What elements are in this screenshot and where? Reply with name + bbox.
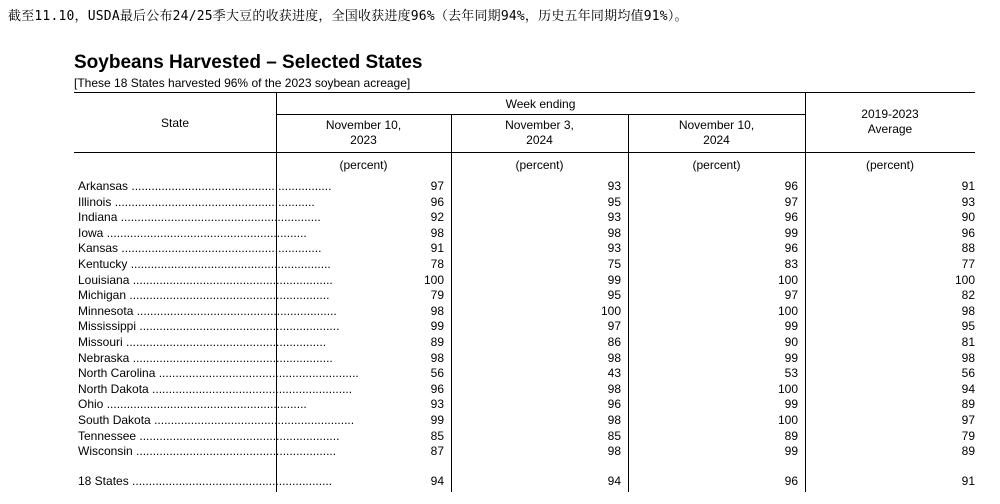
table-row [0, 273, 1000, 289]
table-row [0, 210, 1000, 226]
state-name: Arkansas [78, 179, 129, 193]
value-cell: 98 [607, 350, 621, 365]
value-cell: 43 [607, 366, 621, 381]
value-cell: 98 [607, 225, 621, 240]
value-cell: 88 [961, 241, 975, 256]
value-cell: 98 [430, 350, 444, 365]
value-cell: 100 [600, 303, 621, 318]
table-row [0, 366, 1000, 382]
value-cell: 96 [430, 194, 444, 209]
value-cell: 93 [961, 194, 975, 209]
state-cell [78, 428, 340, 445]
leader-dots: ............................................................ [126, 335, 327, 349]
state-name: Iowa [78, 225, 104, 240]
value-cell: 89 [430, 335, 444, 349]
value-cell: 95 [607, 194, 621, 209]
value-cell: 53 [784, 366, 798, 381]
table-row [0, 226, 1000, 242]
state-name: Tennessee [78, 428, 137, 443]
state-name: Minnesota [78, 303, 134, 318]
week-ending-rule [276, 114, 806, 115]
value-cell: 96 [784, 474, 798, 488]
top-rule [74, 92, 975, 93]
value-cell: 56 [961, 366, 975, 381]
column-header-nov10-2024: November 10, 2024 [678, 118, 755, 147]
table-row [0, 179, 1000, 195]
state-cell [78, 444, 337, 460]
value-cell: 90 [961, 210, 975, 225]
value-cell: 98 [607, 381, 621, 396]
value-cell: 97 [784, 194, 798, 209]
state-name: Michigan [78, 288, 127, 303]
value-cell: 90 [784, 335, 798, 349]
unit-label: (percent) [865, 158, 915, 172]
value-cell: 100 [423, 272, 444, 287]
column-header-nov10-2023: November 10, 2023 [325, 118, 402, 147]
value-cell: 89 [961, 397, 975, 412]
leader-dots: ............................................................ [132, 474, 333, 488]
table-subtitle: [These 18 States harvested 96% of the 2023 soybean acreage] [74, 76, 411, 90]
state-name: Nebraska [78, 350, 130, 365]
state-cell [78, 194, 315, 211]
value-cell: 94 [961, 381, 975, 396]
state-cell [78, 303, 337, 320]
value-cell: 91 [430, 241, 444, 256]
state-cell [78, 272, 333, 289]
leader-dots: ............................................................ [132, 350, 333, 365]
leader-dots: ............................................................ [152, 381, 353, 396]
leader-dots: ............................................................ [106, 225, 307, 240]
state-cell [78, 366, 359, 382]
value-cell: 93 [607, 241, 621, 256]
value-cell: 99 [784, 444, 798, 459]
state-cell [78, 381, 353, 398]
state-name: South Dakota [78, 413, 151, 427]
leader-dots: ............................................................ [120, 210, 321, 225]
state-cell [78, 413, 355, 429]
value-cell: 56 [430, 366, 444, 381]
value-cell: 81 [961, 335, 975, 349]
table-row [0, 397, 1000, 413]
table-row [0, 413, 1000, 429]
state-name: Kentucky [78, 257, 128, 271]
leader-dots: ............................................................ [139, 319, 340, 334]
value-cell: 96 [784, 179, 798, 193]
value-cell: 93 [430, 397, 444, 412]
value-cell: 75 [607, 257, 621, 271]
value-cell: 93 [607, 179, 621, 193]
value-cell: 100 [777, 381, 798, 396]
value-cell: 93 [607, 210, 621, 225]
leader-dots: ............................................................ [129, 288, 330, 303]
state-cell [78, 241, 322, 257]
state-name: Louisiana [78, 272, 130, 287]
state-name: Wisconsin [78, 444, 133, 459]
value-cell: 79 [961, 428, 975, 443]
value-cell: 97 [784, 288, 798, 303]
table-row [0, 351, 1000, 367]
table-row [0, 257, 1000, 273]
value-cell: 94 [607, 474, 621, 488]
value-cell: 99 [430, 319, 444, 334]
state-name: Indiana [78, 210, 118, 225]
state-name: Ohio [78, 397, 104, 412]
value-cell: 97 [430, 179, 444, 193]
value-cell: 79 [430, 288, 444, 303]
caption-text: 截至11.10，USDA最后公布24/25季大豆的收获进度，全国收获进度96%（去年同期94%，历史五年同期均值91%）。 [8, 9, 688, 24]
leader-dots: ............................................................ [158, 366, 359, 381]
table-row [0, 241, 1000, 257]
table-row [0, 335, 1000, 351]
table-row [0, 195, 1000, 211]
week-ending-header: Week ending [505, 97, 576, 111]
leader-dots: ............................................................ [130, 257, 331, 271]
value-cell: 85 [430, 428, 444, 443]
leader-dots: ............................................................ [114, 194, 315, 209]
value-cell: 96 [784, 210, 798, 225]
value-cell: 97 [607, 319, 621, 334]
value-cell: 87 [430, 444, 444, 459]
leader-dots: ............................................................ [136, 444, 337, 459]
state-cell [78, 210, 321, 226]
value-cell: 85 [607, 428, 621, 443]
leader-dots: ............................................................ [131, 179, 332, 193]
state-cell [78, 474, 333, 490]
value-cell: 99 [430, 413, 444, 427]
leader-dots: ............................................................ [139, 428, 340, 443]
state-cell [78, 319, 340, 335]
value-cell: 99 [784, 397, 798, 412]
state-column-header: State [160, 116, 190, 130]
state-name: Missouri [78, 335, 123, 349]
state-name: Kansas [78, 241, 119, 256]
value-cell: 94 [430, 474, 444, 488]
value-cell: 99 [784, 350, 798, 365]
state-name: North Dakota [78, 381, 149, 396]
state-cell [78, 350, 333, 367]
state-name: North Carolina [78, 366, 156, 381]
value-cell: 78 [430, 257, 444, 271]
header-bottom-rule [74, 152, 975, 153]
table-row [0, 429, 1000, 445]
value-cell: 92 [430, 210, 444, 225]
value-cell: 100 [777, 272, 798, 287]
state-name: Illinois [78, 194, 112, 209]
leader-dots: ............................................................ [106, 397, 307, 412]
table-row [0, 444, 1000, 460]
state-cell [78, 397, 307, 413]
value-cell: 86 [607, 335, 621, 349]
value-cell: 89 [961, 444, 975, 459]
value-cell: 98 [430, 303, 444, 318]
table-row [0, 288, 1000, 304]
value-cell: 100 [777, 413, 798, 427]
state-cell [78, 288, 330, 304]
unit-label: (percent) [515, 158, 564, 172]
table-row [0, 382, 1000, 398]
value-cell: 100 [777, 303, 798, 318]
value-cell: 83 [784, 257, 798, 271]
value-cell: 98 [961, 350, 975, 365]
state-cell [78, 257, 331, 273]
state-name: Mississippi [78, 319, 137, 334]
value-cell: 96 [961, 225, 975, 240]
state-cell [78, 335, 327, 351]
value-cell: 91 [961, 474, 975, 488]
value-cell: 96 [607, 397, 621, 412]
total-row [0, 474, 1000, 490]
value-cell: 100 [954, 272, 975, 287]
value-cell: 96 [784, 241, 798, 256]
state-cell [78, 225, 307, 242]
value-cell: 97 [961, 413, 975, 427]
table-title: Soybeans Harvested – Selected States [74, 52, 423, 73]
value-cell: 89 [784, 428, 798, 443]
value-cell: 98 [430, 225, 444, 240]
unit-label: (percent) [692, 158, 741, 172]
state-name: 18 States [78, 474, 129, 488]
value-cell: 98 [961, 303, 975, 318]
state-cell [78, 179, 332, 195]
leader-dots: ............................................................ [121, 241, 322, 256]
value-cell: 99 [607, 272, 621, 287]
value-cell: 96 [430, 381, 444, 396]
value-cell: 95 [607, 288, 621, 303]
value-cell: 98 [607, 413, 621, 427]
value-cell: 98 [607, 444, 621, 459]
unit-label: (percent) [339, 158, 388, 172]
leader-dots: ............................................................ [132, 272, 333, 287]
column-header-nov3-2024: November 3, 2024 [505, 118, 574, 147]
leader-dots: ............................................................ [154, 413, 355, 427]
table-row [0, 304, 1000, 320]
value-cell: 99 [784, 225, 798, 240]
leader-dots: ............................................................ [136, 303, 337, 318]
value-cell: 91 [961, 179, 975, 193]
value-cell: 99 [784, 319, 798, 334]
value-cell: 82 [961, 288, 975, 303]
value-cell: 95 [961, 319, 975, 334]
value-cell: 77 [961, 257, 975, 271]
table-row [0, 319, 1000, 335]
column-header-average: 2019-2023 Average [861, 107, 919, 136]
